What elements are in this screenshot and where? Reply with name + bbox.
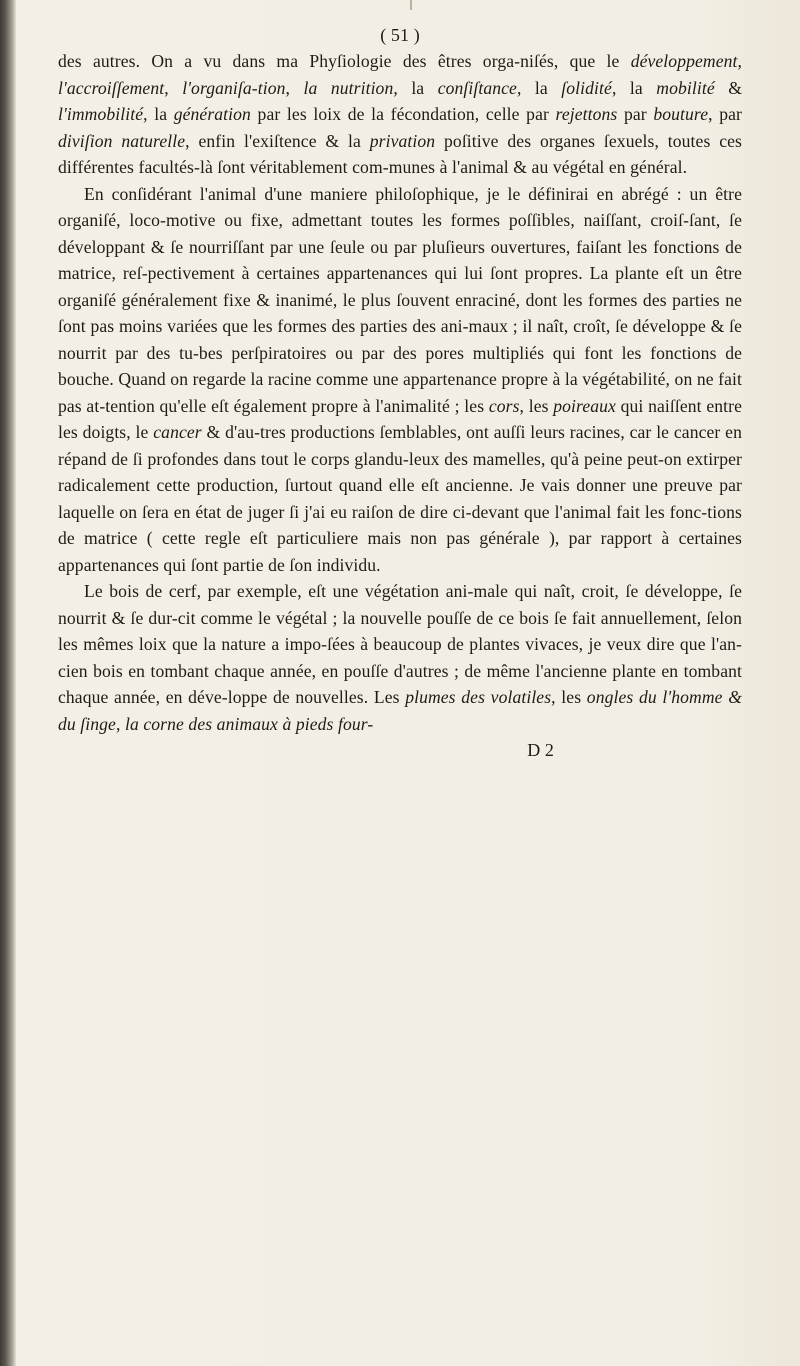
italic-term: l'organiſa-tion	[182, 77, 286, 98]
italic-term: conſiſtance	[437, 77, 517, 98]
text-run: , la	[393, 77, 438, 98]
text-run: qui naiſſent entre les doigts, le	[58, 395, 742, 442]
italic-term: cors	[488, 395, 520, 416]
text-run: ,	[737, 51, 742, 71]
text-run: ,	[164, 77, 183, 98]
book-spine-shadow	[0, 0, 16, 1366]
italic-term: la corne des animaux à pieds four-	[124, 713, 374, 734]
paragraph-2	[58, 181, 742, 579]
text-run: , la	[516, 77, 562, 98]
paragraph-3	[58, 578, 742, 737]
text-run: par	[617, 104, 654, 124]
italic-term: ſolidité	[561, 77, 612, 98]
italic-term: développement	[630, 51, 738, 71]
italic-term: rejettons	[555, 104, 618, 124]
italic-term: cancer	[153, 422, 202, 442]
text-run: & d'au-tres productions ſemblables, ont auſſi leurs racines, car le cancer en répand de ſi profondes dans tout le corps glandu-leux des mamelles, qu'à peine peut-on extirper radicalement cette production, ſurtout quand elle eſt ancienne. Je vais donner une preuve par laquelle on ſera en état de juger ſi j'ai eu raiſon de dire ci-devant que l'animal fait les fonc-tions de matrice ( cette regle eſt particuliere mais non pas générale ), par rapport à certaines appartenances qui ſont partie de ſon individu.	[58, 422, 742, 575]
italic-term: l'accroiſſement	[58, 77, 165, 98]
italic-term: ongles du l'homme & du ſinge	[58, 687, 742, 734]
text-run: , enfin l'exiſtence & la	[185, 130, 370, 151]
italic-term: l'immobilité	[58, 104, 144, 124]
italic-term: poireaux	[553, 395, 616, 416]
page-number: ( 51 )	[380, 25, 420, 45]
page-edge-mark	[410, 0, 412, 10]
text-run: , la	[611, 77, 657, 98]
text-run: , les	[519, 395, 554, 416]
text-run: En conſidérant l'animal d'une maniere philoſophique, je le définirai en abrégé : un être organiſé, loco-motive ou fixe, admettant toutes les formes poſſibles, naiſſant, croiſ-ſant, ſe développant & ſe nourriſſant par une ſeule ou par pluſieurs ouvertures, faiſant les fonctions de matrice, reſ-pectivement à certaines appartenances qui lui ſont propres. La plante eſt un être organiſé généralement fixe & inanimé, le plus ſouvent enraciné, dont les formes des parties ne ſont pas moins variées que les formes des parties des ani-maux ; il naît, croît, ſe développe & ſe nourrit par des tu-bes perſpiratoires ou par des pores multipliés qui font les fonctions de bouche. Quand on regarde la racine comme une appartenance propre à la végétabilité, on ne fait pas at-tention qu'elle eſt également propre à l'animalité ; les	[58, 183, 742, 416]
text-run: , par	[708, 104, 742, 124]
italic-term: privation	[369, 130, 436, 151]
text-run: des autres. On a vu dans ma Phyſiologie des êtres orga-niſés, que le	[58, 51, 631, 71]
signature-mark: D 2	[527, 740, 554, 760]
text-run: , la	[143, 104, 174, 124]
italic-term: bouture	[653, 104, 709, 124]
text-run: par les loix de la fécondation, celle par	[250, 104, 556, 124]
paragraph-1	[58, 48, 742, 181]
italic-term: diviſion naturelle	[58, 130, 186, 151]
text-run: poſitive des organes ſexuels, toutes ces différentes facultés-là ſont véritablement com-munes à l'animal & au végétal en général.	[58, 130, 742, 177]
text-run: &	[714, 77, 742, 98]
italic-term: mobilité	[656, 77, 715, 98]
text-run: ,	[115, 713, 125, 734]
italic-term: plumes des volatiles	[405, 687, 552, 707]
page-text-block	[58, 22, 742, 763]
italic-term: génération	[173, 104, 251, 124]
text-run: ,	[285, 77, 304, 98]
text-run: , les	[551, 687, 587, 707]
italic-term: la nutrition	[303, 77, 394, 98]
text-run: Le bois de cerf, par exemple, eſt une végétation ani-male qui naît, croit, ſe développe, ſe nourrit & ſe dur-cit comme le végétal ; la nouvelle pouſſe de ce bois ſe fait annuellement, ſelon les mêmes loix que la nature a impo-ſées à beaucoup de plantes vivaces, je veux dire que l'an-cien bois en tombant chaque année, en pouſſe d'autres ; de même l'ancienne plante en tombant chaque année, en déve-loppe de nouvelles. Les	[58, 581, 742, 707]
